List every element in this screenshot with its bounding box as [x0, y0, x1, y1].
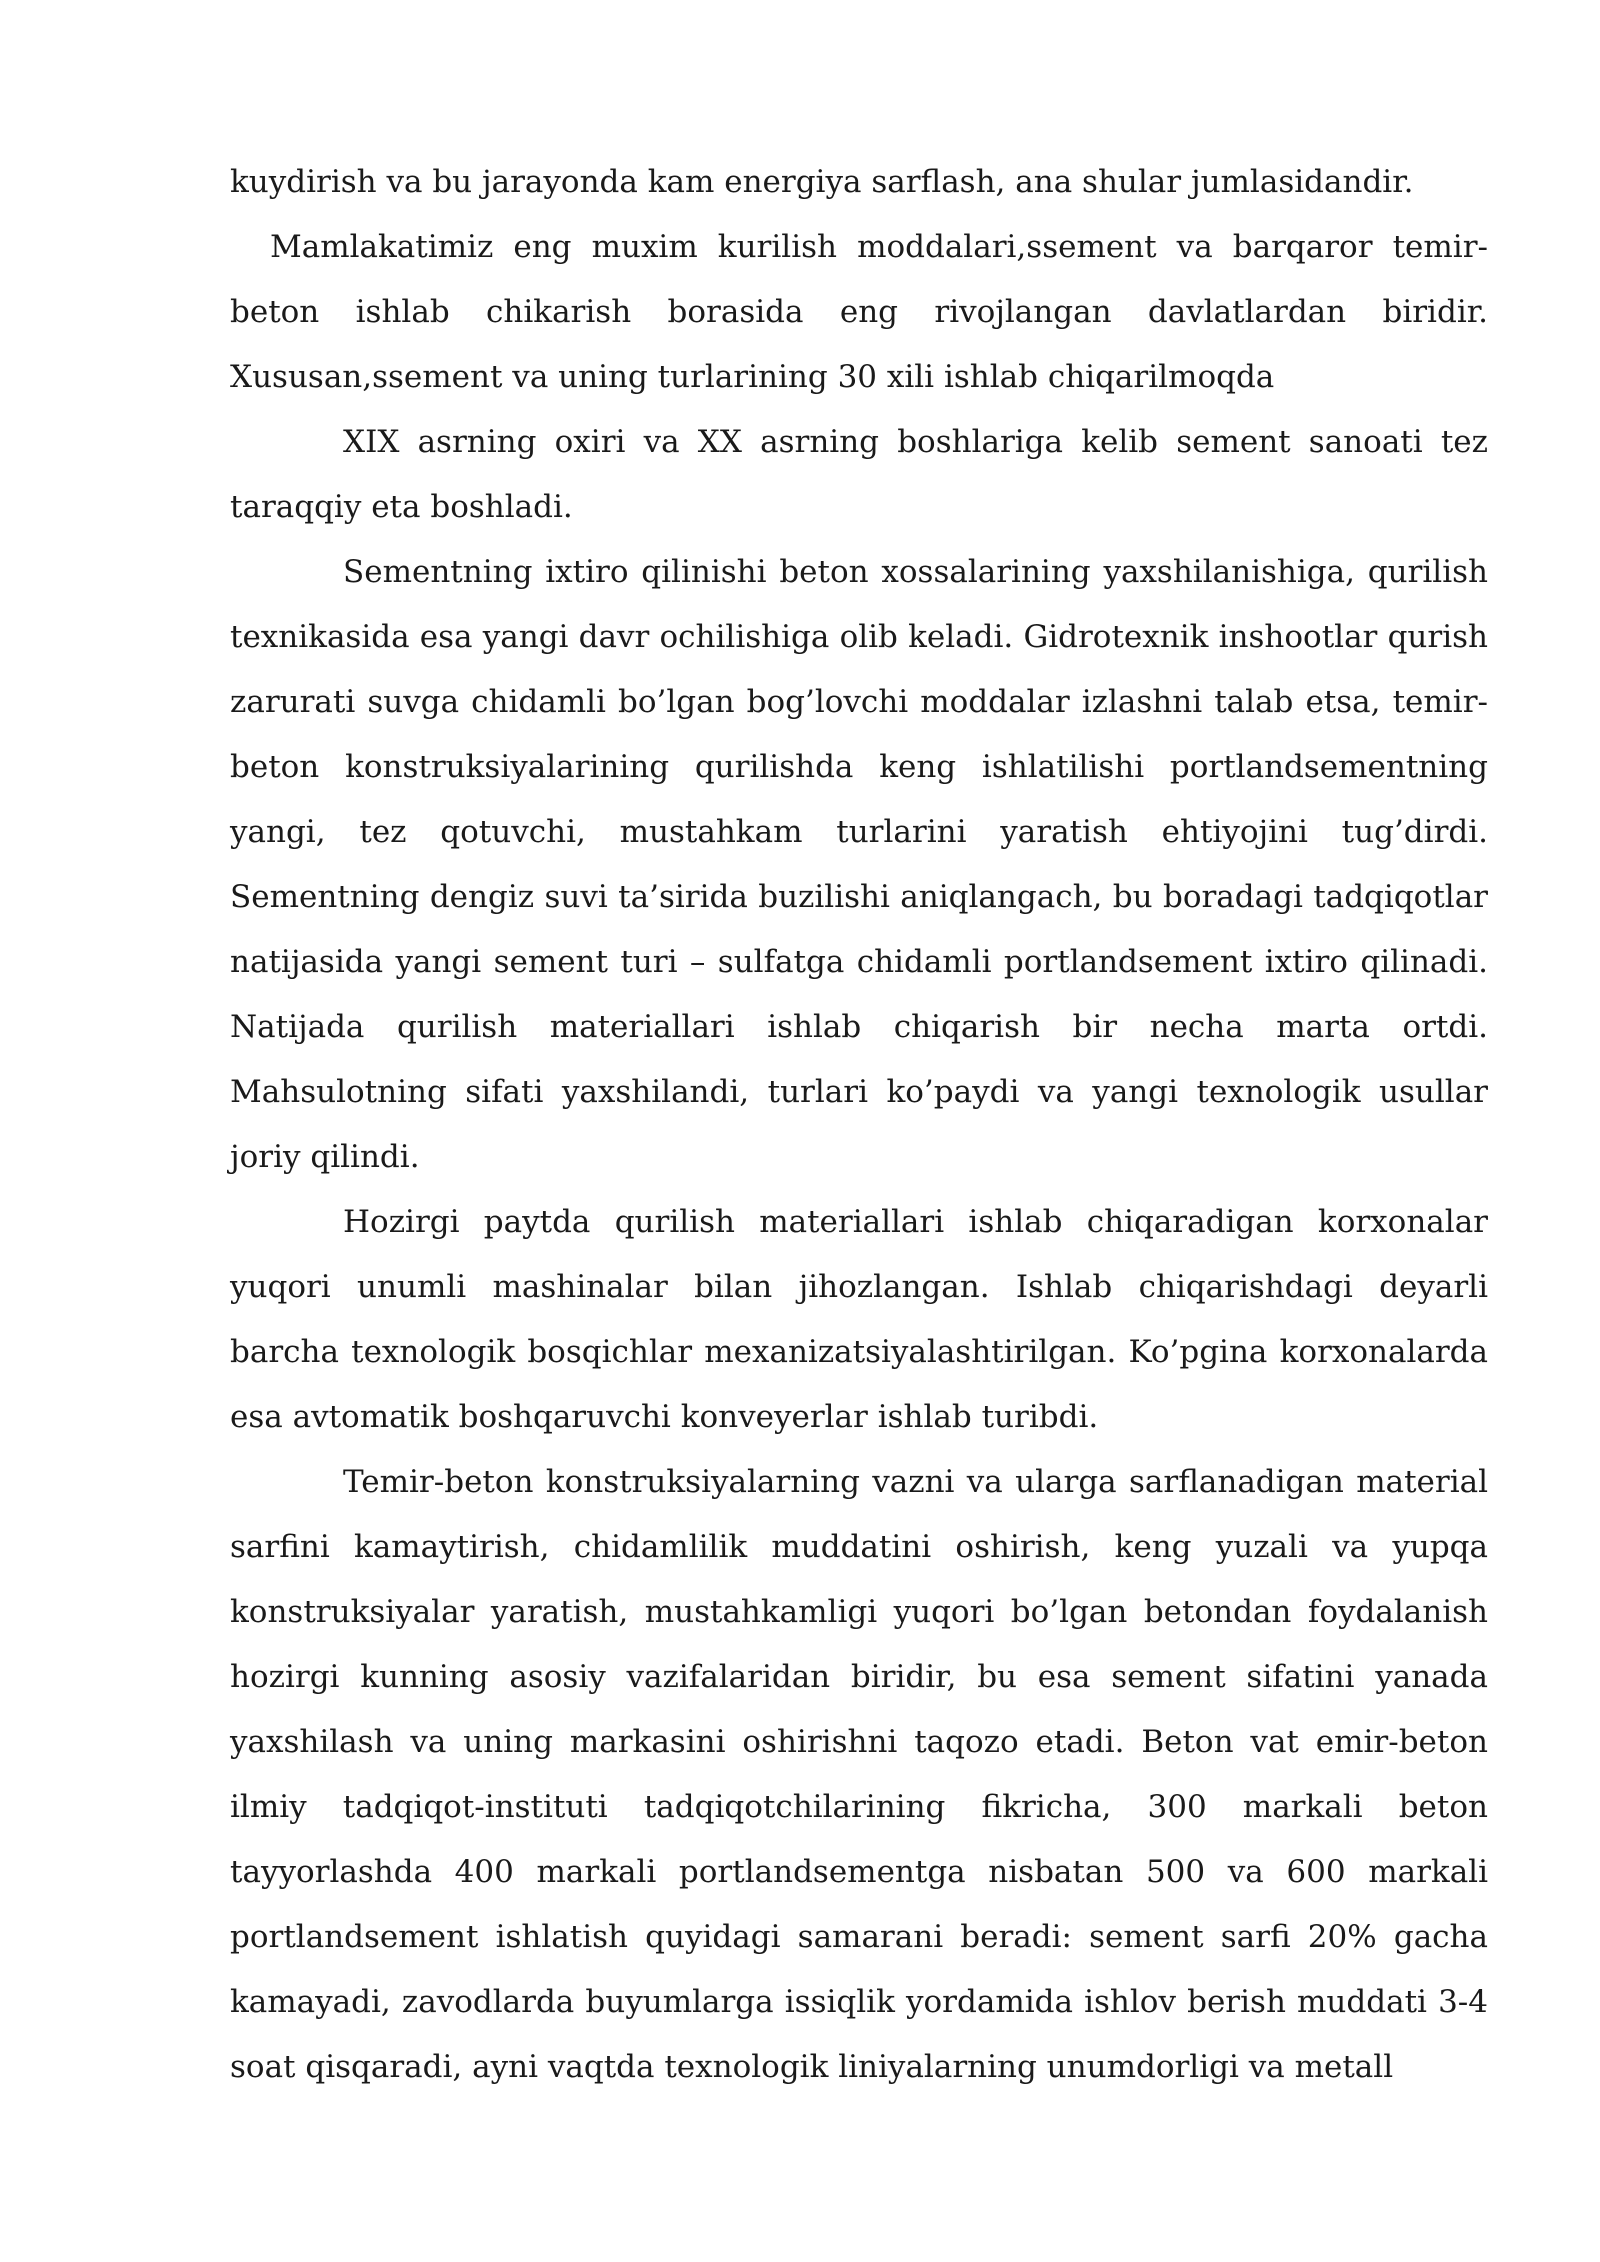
- paragraph-modern-factories: Hozirgi paytda qurilish materiallari ishlab chiqaradigan korxonalar yuqori unumli mashinalar bilan jihozlangan. Ishlab chiqarishdagi deyarli barcha texnologik bosqichlar mexanizatsiyalashtirilgan. Ko’pgina korxonalarda esa avtomatik boshqaruvchi konveyerlar ishlab turibdi.: [230, 1204, 1488, 1435]
- paragraph-cement-production: Mamlakatimiz eng muxim kurilish moddalari,ssement va barqaror temir-beton ishlab chikarish borasida eng rivojlangan davlatlardan biridir. Xususan,ssement va uning turlarining 30 xili ishlab chiqarilmoqda: [230, 229, 1488, 395]
- paragraph-continuation: kuydirish va bu jarayonda kam energiya sarflash, ana shular jumlasidandir.: [230, 164, 1414, 200]
- paragraph-concrete-goals: Temir-beton konstruksiyalarning vazni va ularga sarflanadigan material sarfini kamaytirish, chidamlilik muddatini oshirish, keng yuzali va yupqa konstruksiyalar yaratish, mustahkamligi yuqori bo’lgan betondan foydalanish hozirgi kunning asosiy vazifalaridan biridir, bu esa sement sifatini yanada yaxshilash va uning markasini oshirishni taqozo etadi. Beton vat emir-beton ilmiy tadqiqot-instituti tadqiqotchilarining fikricha, 300 markali beton tayyorlashda 400 markali portlandsementga nisbatan 500 va 600 markali portlandsement ishlatish quyidagi samarani beradi: sement sarfi 20% gacha kamayadi, zavodlarda buyumlarga issiqlik yordamida ishlov berish muddati 3-4 soat qisqaradi, ayni vaqtda texnologik liniyalarning unumdorligi va metall: [230, 1464, 1488, 2085]
- paragraph-cement-invention: Sementning ixtiro qilinishi beton xossalarining yaxshilanishiga, qurilish texnikasida esa yangi davr ochilishiga olib keladi. Gidrotexnik inshootlar qurish zarurati suvga chidamli bo’lgan bog’lovchi moddalar izlashni talab etsa, temir-beton konstruksiyalarining qurilishda keng ishlatilishi portlandsementning yangi, tez qotuvchi, mustahkam turlarini yaratish ehtiyojini tug’dirdi. Sementning dengiz suvi ta’sirida buzilishi aniqlangach, bu boradagi tadqiqotlar natijasida yangi sement turi – sulfatga chidamli portlandsement ixtiro qilinadi. Natijada qurilish materiallari ishlab chiqarish bir necha marta ortdi. Mahsulotning sifati yaxshilandi, turlari ko’paydi va yangi texnologik usullar joriy qilindi.: [230, 554, 1488, 1175]
- body-text: [230, 150, 1488, 2100]
- paragraph-industry-history: XIX asrning oxiri va XX asrning boshlariga kelib sement sanoati tez taraqqiy eta boshladi.: [230, 424, 1488, 525]
